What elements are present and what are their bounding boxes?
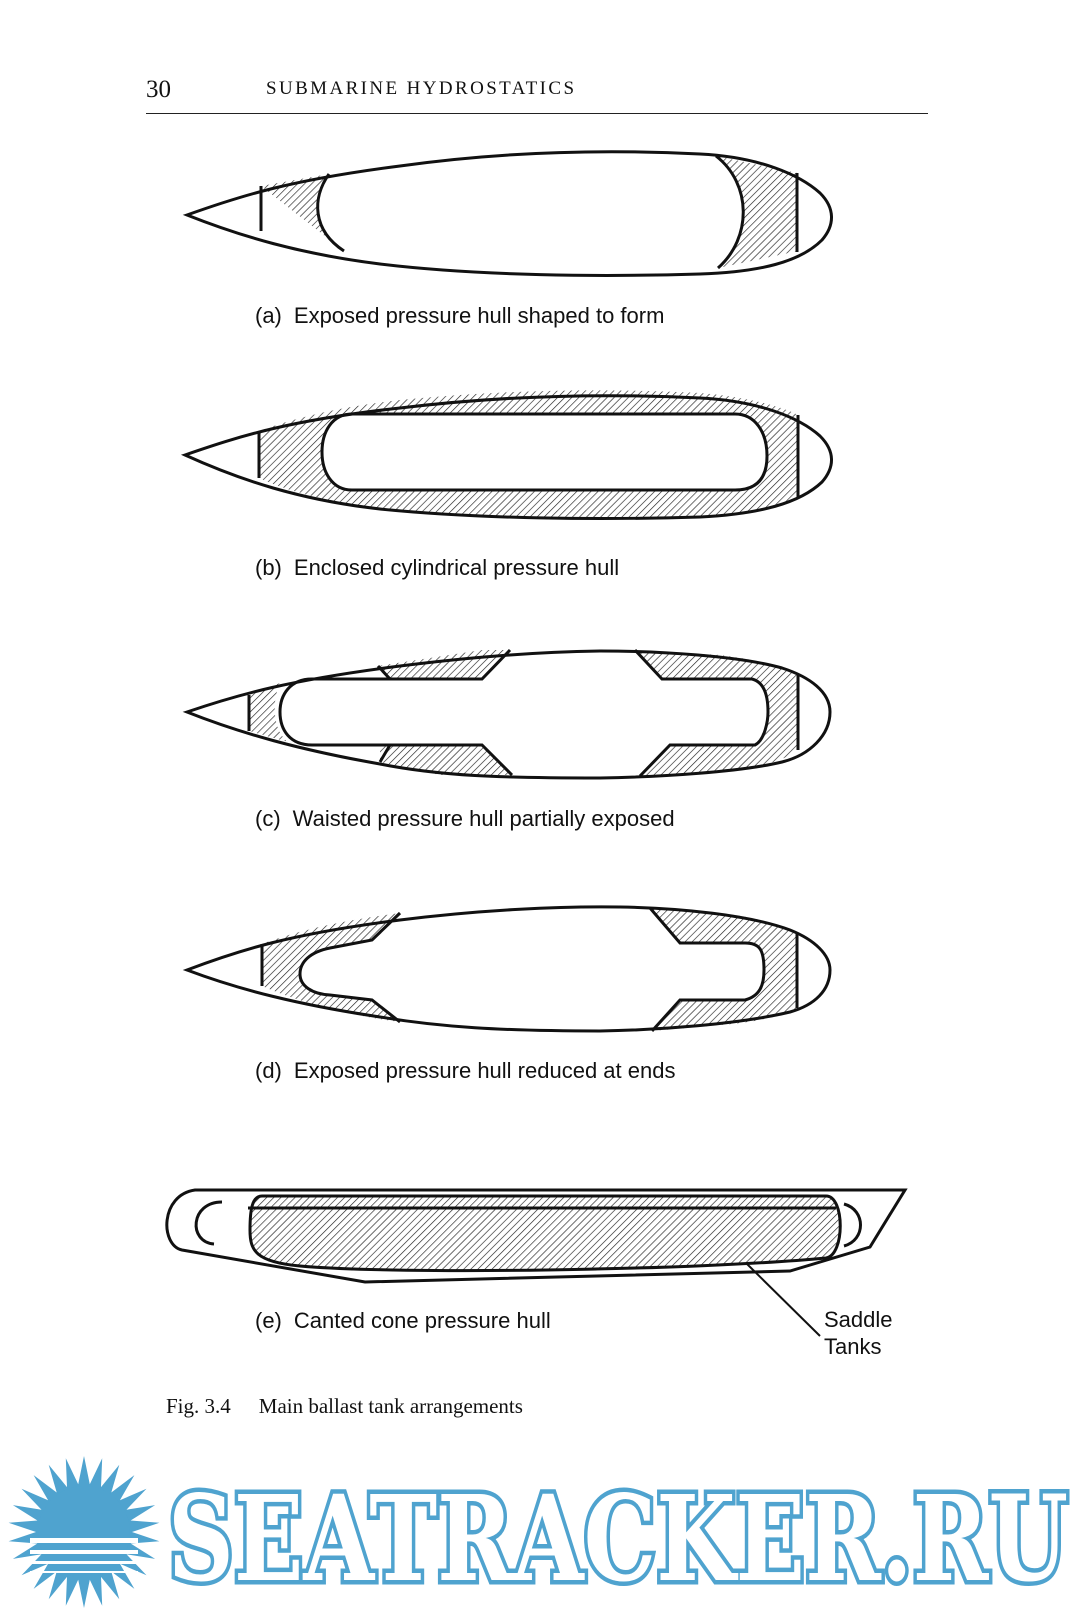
- saddle-tanks-label: [824, 1306, 893, 1360]
- figure-title: Main ballast tank arrangements: [258, 1394, 523, 1418]
- figure-caption: [166, 1394, 523, 1419]
- caption-b-text: Enclosed cylindrical pressure hull: [293, 555, 620, 580]
- sun-logo-icon: [9, 1456, 160, 1608]
- hull-diagram-a: [187, 152, 832, 276]
- caption-d-text: Exposed pressure hull reduced at ends: [293, 1058, 676, 1083]
- watermark-text: SEATRACKER.RU: [168, 1469, 1068, 1608]
- caption-a-text: Exposed pressure hull shaped to form: [293, 303, 665, 328]
- running-head: SUBMARINE HYDROSTATICS: [266, 78, 577, 99]
- caption-d: [255, 1058, 675, 1084]
- hull-diagram-b: [185, 390, 832, 518]
- saddle-tanks-line1: Saddle: [824, 1307, 893, 1332]
- caption-a: [255, 303, 664, 329]
- caption-c-letter: (c): [255, 806, 281, 831]
- caption-a-letter: (a): [255, 303, 282, 328]
- caption-e-text: Canted cone pressure hull: [293, 1308, 551, 1333]
- saddle-tanks-line2: Tanks: [824, 1334, 882, 1359]
- caption-d-letter: (d): [255, 1058, 282, 1083]
- figure-number: Fig. 3.4: [166, 1394, 231, 1418]
- caption-b: [255, 555, 619, 581]
- caption-e: [255, 1308, 551, 1334]
- caption-e-letter: (e): [255, 1308, 282, 1333]
- watermark: [0, 1450, 1080, 1620]
- page-number: 30: [146, 76, 171, 103]
- caption-b-letter: (b): [255, 555, 282, 580]
- hull-diagram-c: [187, 650, 830, 778]
- caption-c-text: Waisted pressure hull partially exposed: [292, 806, 675, 831]
- hull-diagram-d: [187, 907, 830, 1031]
- caption-c: [255, 806, 675, 832]
